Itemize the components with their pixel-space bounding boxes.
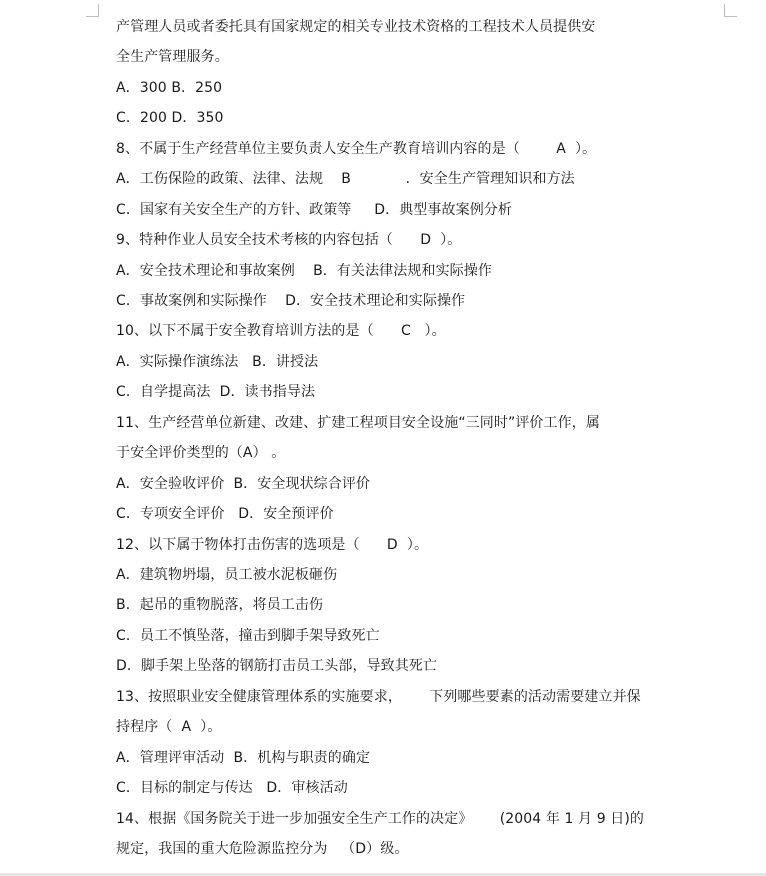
option-line: A．实际操作演练法 B．讲授法 xyxy=(116,354,319,370)
question-13: 13、按照职业安全健康管理体系的实施要求， 下列哪些要素的活动需要建立并保 xyxy=(116,689,641,705)
option-line: C．专项安全评价 D．安全预评价 xyxy=(116,506,334,522)
question-9: 9、特种作业人员安全技术考核的内容包括（ D ）。 xyxy=(116,232,462,248)
question-14: 14、根据《国务院关于进一步加强安全生产工作的决定》 (2004 年 1 月 9 日)的 xyxy=(116,811,645,827)
option-line: A．300 B．250 xyxy=(116,80,223,96)
text-line: 产管理人员或者委托具有国家规定的相关专业技术资格的工程技术人员提供安 xyxy=(116,19,596,35)
question-10: 10、以下不属于安全教育培训方法的是（ C ）。 xyxy=(116,323,446,339)
option-line: B．起吊的重物脱落，将员工击伤 xyxy=(116,597,324,613)
corner-mark-top-right xyxy=(724,4,737,17)
option-line: C．200 D．350 xyxy=(116,110,224,126)
option-line: D．脚手架上坠落的钢筋打击员工头部，导致其死亡 xyxy=(116,658,438,674)
option-line: A．管理评审活动 B．机构与职责的确定 xyxy=(116,750,371,766)
question-14-cont: 规定，我国的重大危险源监控分为 （D）级。 xyxy=(116,841,409,857)
question-13-cont: 持程序（ A ）。 xyxy=(116,719,222,735)
option-line: C．事故案例和实际操作 D．安全技术理论和实际操作 xyxy=(116,293,466,309)
option-line: C．目标的制定与传达 D．审核活动 xyxy=(116,780,348,796)
question-8: 8、不属于生产经营单位主要负责人安全生产教育培训内容的是（ A ）。 xyxy=(116,141,597,157)
question-11: 11、生产经营单位新建、改建、扩建工程项目安全设施“三同时”评价工作，属 xyxy=(116,415,600,431)
option-line: A．安全验收评价 B．安全现状综合评价 xyxy=(116,476,371,492)
option-line: A．工伤保险的政策、法律、法规 B ．安全生产管理知识和方法 xyxy=(116,171,575,187)
option-line: C．国家有关安全生产的方针、政策等 D．典型事故案例分析 xyxy=(116,202,513,218)
text-line: 全生产管理服务。 xyxy=(116,49,229,65)
option-line: A．建筑物坍塌，员工被水泥板砸伤 xyxy=(116,567,338,583)
question-12: 12、以下属于物体打击伤害的选项是（ D ）。 xyxy=(116,537,429,553)
option-line: A．安全技术理论和事故案例 B．有关法律法规和实际操作 xyxy=(116,263,492,279)
corner-mark-top-left xyxy=(86,4,99,17)
question-11-cont: 于安全评价类型的（A） 。 xyxy=(116,445,286,461)
option-line: C．员工不慎坠落，撞击到脚手架导致死亡 xyxy=(116,628,380,644)
option-line: C．自学提高法 D．读书指导法 xyxy=(116,384,316,400)
